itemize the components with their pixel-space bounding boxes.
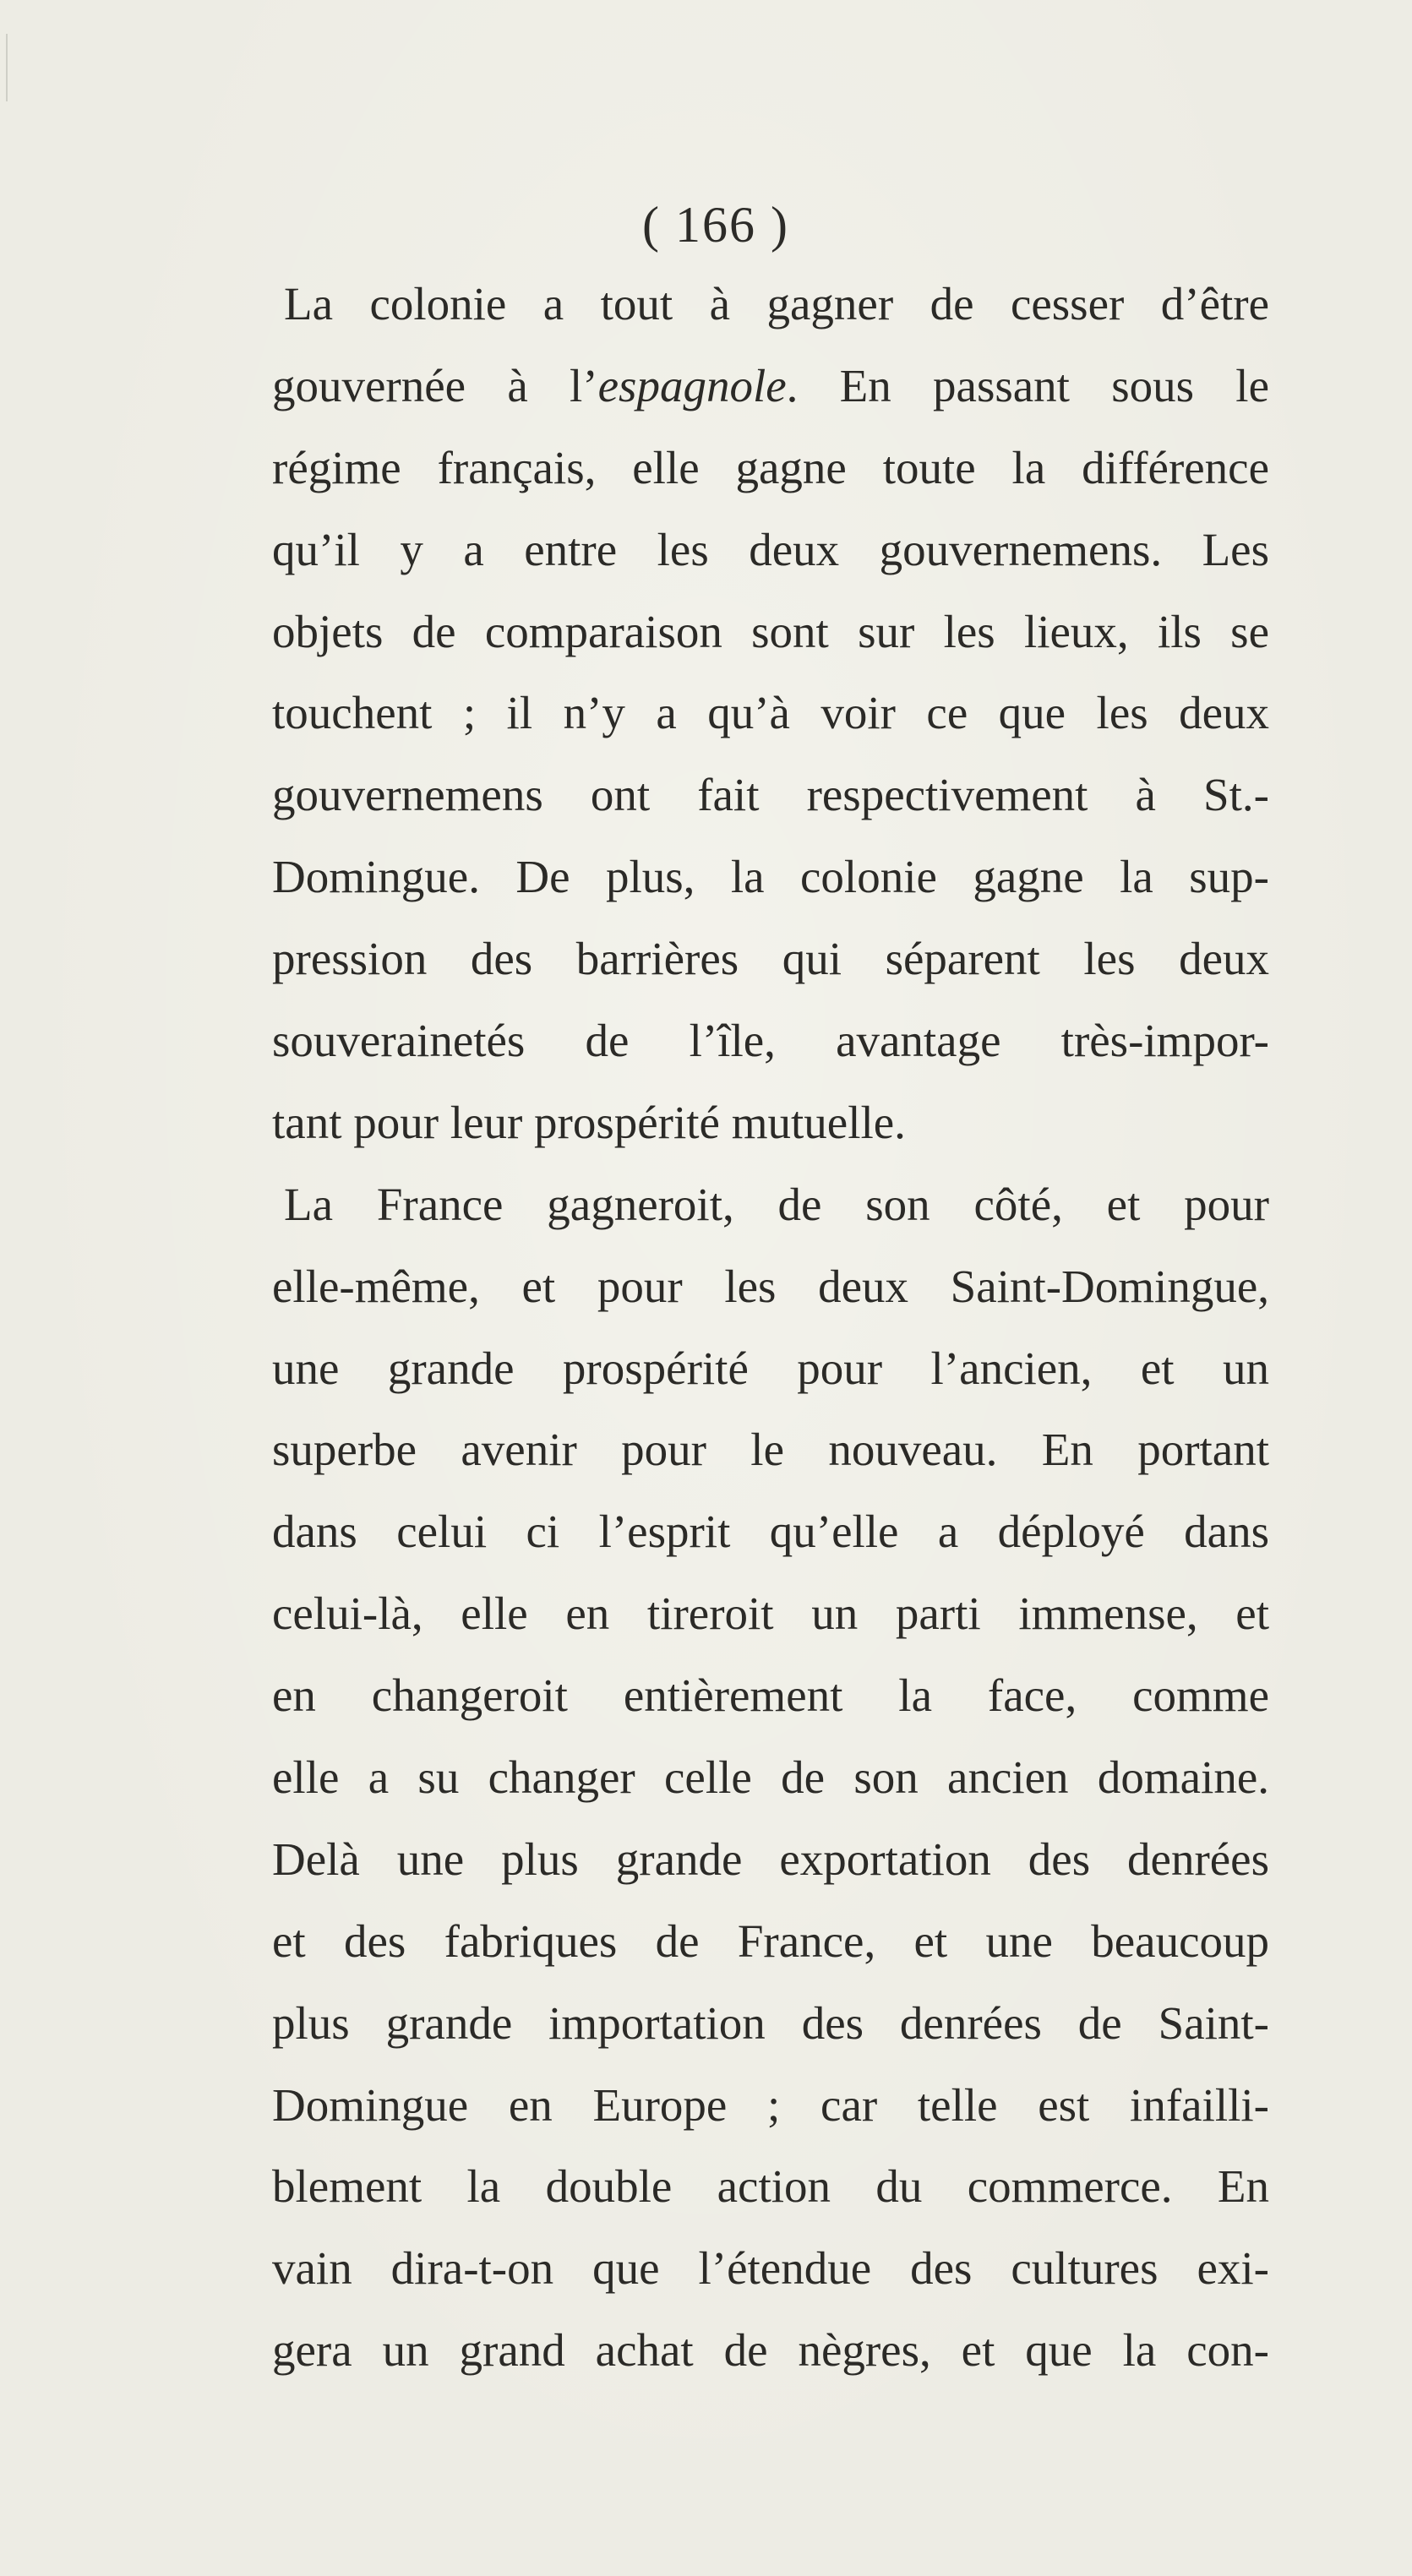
text-line-segment: . En passant sous le [786, 359, 1270, 411]
italic-word: espagnole [597, 359, 787, 411]
text-line: souverainetés de l’île, avantage très-impor- [272, 1015, 1269, 1067]
text-line: et des fabriques de France, et une beaucoup [272, 1914, 1269, 1967]
text-line: objets de comparaison sont sur les lieux, ils se [272, 605, 1269, 657]
text-line: qu’il y a entre les deux gouvernemens. Les [272, 523, 1269, 575]
text-line: régime français, elle gagne toute la différence [272, 441, 1269, 493]
text-line: pression des barrières qui séparent les deux [272, 933, 1269, 985]
text-line: Domingue en Europe ; car telle est infailli- [272, 2078, 1269, 2131]
text-line: Domingue. De plus, la colonie gagne la sup- [272, 851, 1269, 903]
text-line: gouvernemens ont fait respectivement à St.- [272, 769, 1269, 821]
text-line [272, 346, 1269, 428]
text-line: Delà une plus grande exportation des denrées [272, 1833, 1269, 1885]
text-line: blement la double action du commerce. En [272, 2160, 1269, 2213]
text-line: vain dira-t-on que l’étendue des cultures exi- [272, 2242, 1269, 2295]
page-edge-mark [6, 34, 8, 101]
text-line: plus grande importation des denrées de Saint- [272, 1996, 1269, 2049]
text-line: dans celui ci l’esprit qu’elle a déployé dans [272, 1506, 1269, 1558]
text-line: superbe avenir pour le nouveau. En portant [272, 1424, 1269, 1476]
text-line: en changeroit entièrement la face, comme [272, 1669, 1269, 1722]
text-line-segment: gouvernée à l’ [272, 359, 598, 411]
text-line: tant pour leur prospérité mutuelle. [272, 1096, 906, 1148]
text-line: La colonie a tout à gagner de cesser d’être [284, 278, 1269, 329]
text-line: La France gagneroit, de son côté, et pour [284, 1178, 1269, 1230]
body-text [272, 264, 1269, 2392]
text-line: touchent ; il n’y a qu’à voir ce que les deux [272, 687, 1269, 739]
page-number: ( 166 ) [642, 197, 789, 253]
text-line: une grande prospérité pour l’ancien, et un [272, 1342, 1269, 1394]
text-line: elle a su changer celle de son ancien domaine. [272, 1751, 1269, 1804]
text-line: elle-même, et pour les deux Saint-Domingue, [272, 1260, 1269, 1312]
text-line: gera un grand achat de nègres, et que la con- [272, 2324, 1269, 2377]
text-line: celui-là, elle en tireroit un parti immense, et [272, 1588, 1269, 1640]
